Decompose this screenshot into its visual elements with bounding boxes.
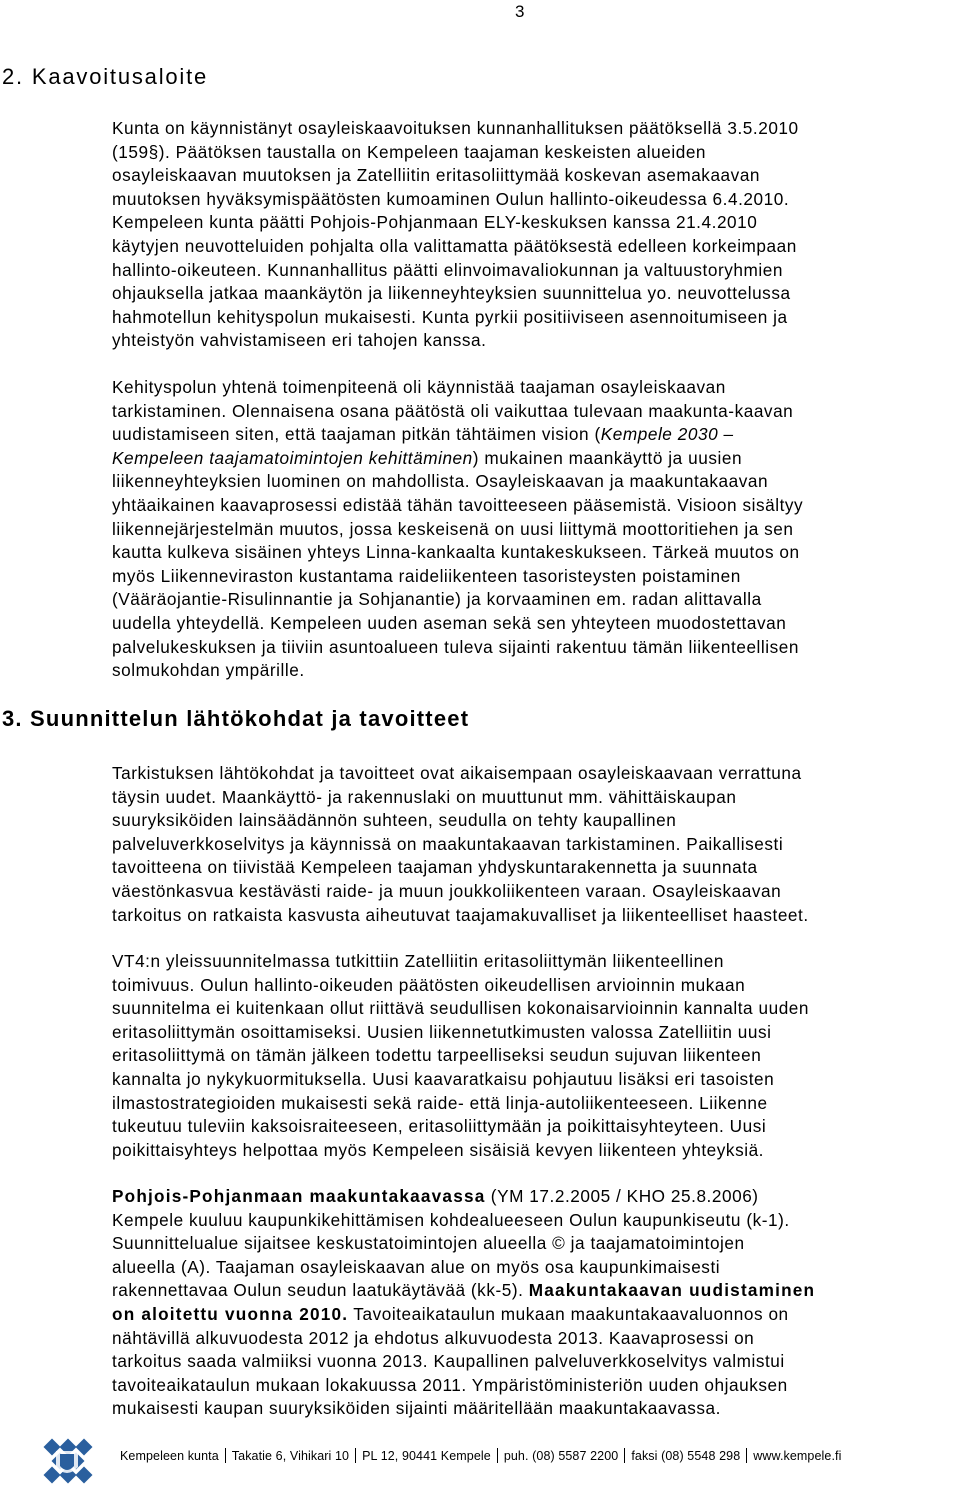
section-3-paragraph-2 xyxy=(112,950,958,1162)
text-line: uudella yhteydellä. Kempeleen uuden aseman sekä sen yhteyteen muodostettavan xyxy=(112,612,787,633)
text-line: kautta kulkeva sisäinen yhteys Linna-kankaalta kuntakeskukseen. Tärkeä muutos on xyxy=(112,542,800,563)
footer-separator xyxy=(225,1448,226,1463)
text-line: yhteistyön vahvistamiseen eri tahojen kanssa. xyxy=(112,330,487,351)
text-line: osayleiskaavan muutoksen ja Zatelliitin eritasoliittymää koskevan asemakaavan xyxy=(112,165,761,186)
text-line: väestönkasvua kestävästi raide- ja muun joukkoliikenteen varaan. Osayleiskaavan xyxy=(112,880,782,901)
text-line xyxy=(112,423,958,447)
plan-renewal-year-bold: on aloitettu vuonna 2010. xyxy=(112,1303,349,1324)
text-line: liikennejärjestelmän muutos, jossa keskeisenä on uusi liittymä moottoritiehen ja sen xyxy=(112,518,794,539)
page-number: 3 xyxy=(515,2,525,21)
vision-subtitle-italic: Kempeleen taajamatoimintojen kehittäminen xyxy=(112,447,473,468)
text-line: (Vääräojantie-Risulinnantie ja Sohjanantie) ja korvaaminen em. radan alittavalla xyxy=(112,589,762,610)
text-line: tarkistaminen. Olennaisena osana päätöstä oli vaikuttaa tulevaan maakunta-kaavan xyxy=(112,400,794,421)
text-line: yhtäaikainen kaavaprosessi edistää tähän tavoitteeseen pääsemistä. Visioon sisältyy xyxy=(112,494,804,515)
text-line: Tarkistuksen lähtökohdat ja tavoitteet ovat aikaisempaan osayleiskaavaan verrattuna xyxy=(112,763,802,783)
plan-renewal-bold: Maakuntakaavan uudistaminen xyxy=(528,1280,816,1301)
text-line: eritasoliittymä on tämän jälkeen todettu tarpeelliseksi seudun sujuvan liikenteen xyxy=(112,1045,762,1066)
text-line xyxy=(112,447,958,471)
regional-plan-title-bold: Pohjois-Pohjanmaan maakuntakaavassa xyxy=(112,1186,486,1206)
footer-separator xyxy=(746,1448,747,1463)
text-line: Kempeleen kunta päätti Pohjois-Pohjanmaan ELY-keskuksen kanssa 21.4.2010 xyxy=(112,212,758,233)
text-line: toimivuus. Oulun hallinto-oikeuden päätösten oikeudellisen arvioinnin mukaan xyxy=(112,974,746,995)
text-line: kannalta jo nykykuormituksella. Uusi kaavaratkaisu pohjautuu lisäksi eri tasoisten xyxy=(112,1068,775,1089)
text-line: palvelukeskuksen ja tiiviin asuntoalueen tuleva sijainti rakentuu tämän liikenteellisen xyxy=(112,636,800,657)
footer-address: Takatie 6, Vihikari 10 xyxy=(231,1449,350,1463)
text-line: hahmotellun kehityspolun mukaisesti. Kunta pyrkii positiiviseen asennoitumiseen ja xyxy=(112,306,788,327)
section-2-heading: 2. Kaavoitusaloite xyxy=(2,64,209,89)
text-line: ilmastostrategioiden mukaisesti sekä raide- että linja-autoliikenteeseen. Liikenne xyxy=(112,1092,768,1113)
text-line: VT4:n yleissuunnitelmassa tutkittiin Zatelliitin eritasoliittymän liikenteellinen xyxy=(112,951,724,971)
text-run: rakennettavaa Oulun seudun laatukäytävää (kk-5). xyxy=(112,1280,529,1301)
text-line: tarkoitus saada valmiiksi vuonna 2013. Kaupallinen palveluverkkoselvitys valmistui xyxy=(112,1351,785,1372)
footer-organization: Kempeleen kunta xyxy=(120,1449,219,1463)
text-line xyxy=(112,1185,958,1209)
text-line: poikittaisyhteys helpottaa myös Kempeleen sisäisiä kevyen liikenteen yhteyksiä. xyxy=(112,1139,765,1160)
text-line xyxy=(112,1303,958,1327)
text-line: solmukohdan ympärille. xyxy=(112,660,305,681)
text-line: täysin uudet. Maankäyttö- ja rakennuslaki on muuttunut mm. vähittäiskaupan xyxy=(112,786,737,807)
section-3-paragraph-1 xyxy=(112,762,958,927)
footer xyxy=(120,1448,842,1463)
footer-separator xyxy=(497,1448,498,1463)
text-line: (159§). Päätöksen taustalla on Kempeleen taajaman keskeisten alueiden xyxy=(112,141,707,162)
text-run: Tavoiteaikataulun mukaan maakuntakaavaluonnos on xyxy=(348,1303,789,1324)
section-2-paragraph-2 xyxy=(112,376,958,683)
text-line: mukaisesti kaupan suuryksiköiden sijainti määritellään maakuntakaavassa. xyxy=(112,1398,721,1419)
text-line: hallinto-oikeuteen. Kunnanhallitus päätti elinvoimavaliokunnan ja valtuustoryhmien xyxy=(112,259,783,280)
text-line: suunnitelma ei kuitenkaan ollut riittävä seudullisen kokonaisarvioinnin kannalta uuden xyxy=(112,998,810,1019)
text-line: alueella (A). Taajaman osayleiskaavan alue on myös osa kaupunkimaisesti xyxy=(112,1256,721,1277)
footer-phone: puh. (08) 5587 2200 xyxy=(503,1449,619,1463)
text-run: (YM 17.2.2005 / KHO 25.8.2006) xyxy=(485,1186,759,1206)
section-3-paragraph-3 xyxy=(112,1185,958,1421)
text-line: muutoksen hyväksymispäätösten kumoaminen Oulun hallinto-oikeudessa 6.4.2010. xyxy=(112,188,790,209)
text-line: eritasoliittymän osoittamiseksi. Uusien liikennetutkimusten valossa Zatelliitin uusi xyxy=(112,1021,772,1042)
text-line: Kempele kuuluu kaupunkikehittämisen kohdealueeseen Oulun kaupunkiseutu (k-1). xyxy=(112,1209,790,1230)
kempele-coat-of-arms-icon xyxy=(38,1437,96,1494)
text-line: tukeutuu tuleviin kaksoisraiteeseen, eritasoliittymään ja poikittaisyhteyteen. Uusi xyxy=(112,1116,767,1137)
text-line xyxy=(112,1279,958,1303)
text-line: käytyjen neuvotteluiden pohjalta olla valittamatta päätöksestä edelleen korkeimpaan xyxy=(112,235,797,256)
text-line: Suunnittelualue sijaitsee keskustatoimintojen alueella © ja taajamatoimintojen xyxy=(112,1233,745,1254)
text-line: nähtävillä alkuvuodesta 2012 ja ehdotus alkuvuodesta 2013. Kaavaprosessi on xyxy=(112,1327,755,1348)
text-line: tarkoitus on ratkaista kasvusta aiheutuvat taajamakuvalliset ja liikenteelliset haasteet. xyxy=(112,904,809,925)
text-line: Kunta on käynnistänyt osayleiskaavoituksen kunnanhallituksen päätöksellä 3.5.2010 xyxy=(112,118,799,138)
text-run: ) mukainen maankäyttö ja uusien xyxy=(472,447,743,468)
footer-separator xyxy=(355,1448,356,1463)
text-line: myös Liikenneviraston kustantama raideliikenteen tasoristeysten poistaminen xyxy=(112,565,741,586)
text-line: tavoitteena on tiivistää Kempeleen taajaman yhdyskuntarakennetta ja suunnata xyxy=(112,857,758,878)
text-line: suuryksiköiden lainsäädännön suhteen, seudulla on tehty kaupallinen xyxy=(112,810,677,831)
footer-fax: faksi (08) 5548 298 xyxy=(631,1449,741,1463)
footer-website-link[interactable]: www.kempele.fi xyxy=(753,1449,842,1463)
text-run: uudistamiseen siten, että taajaman pitkän tähtäimen vision ( xyxy=(112,424,601,445)
text-line: ohjauksella jatkaa maankäytön ja liikenneyhteyksien suunnittelua yo. neuvottelussa xyxy=(112,283,791,304)
footer-postal-address: PL 12, 90441 Kempele xyxy=(362,1449,491,1463)
text-line: liikenneyhteyksien luominen on mahdollista. Osayleiskaavan ja maakuntakaavan xyxy=(112,471,769,492)
section-2-paragraph-1 xyxy=(112,117,958,353)
text-line: tavoiteaikataulun mukaan lokakuussa 2011. Ympäristöministeriön uuden ohjauksen xyxy=(112,1374,788,1395)
footer-separator xyxy=(624,1448,625,1463)
section-3-heading: 3. Suunnittelun lähtökohdat ja tavoitteet xyxy=(2,706,470,731)
vision-title-italic: Kempele 2030 – xyxy=(600,424,734,445)
text-line: Kehityspolun yhtenä toimenpiteenä oli käynnistää taajaman osayleiskaavan xyxy=(112,377,726,397)
text-line: palveluverkkoselvitys ja käynnissä on maakuntakaavan tarkistaminen. Paikallisesti xyxy=(112,833,784,854)
